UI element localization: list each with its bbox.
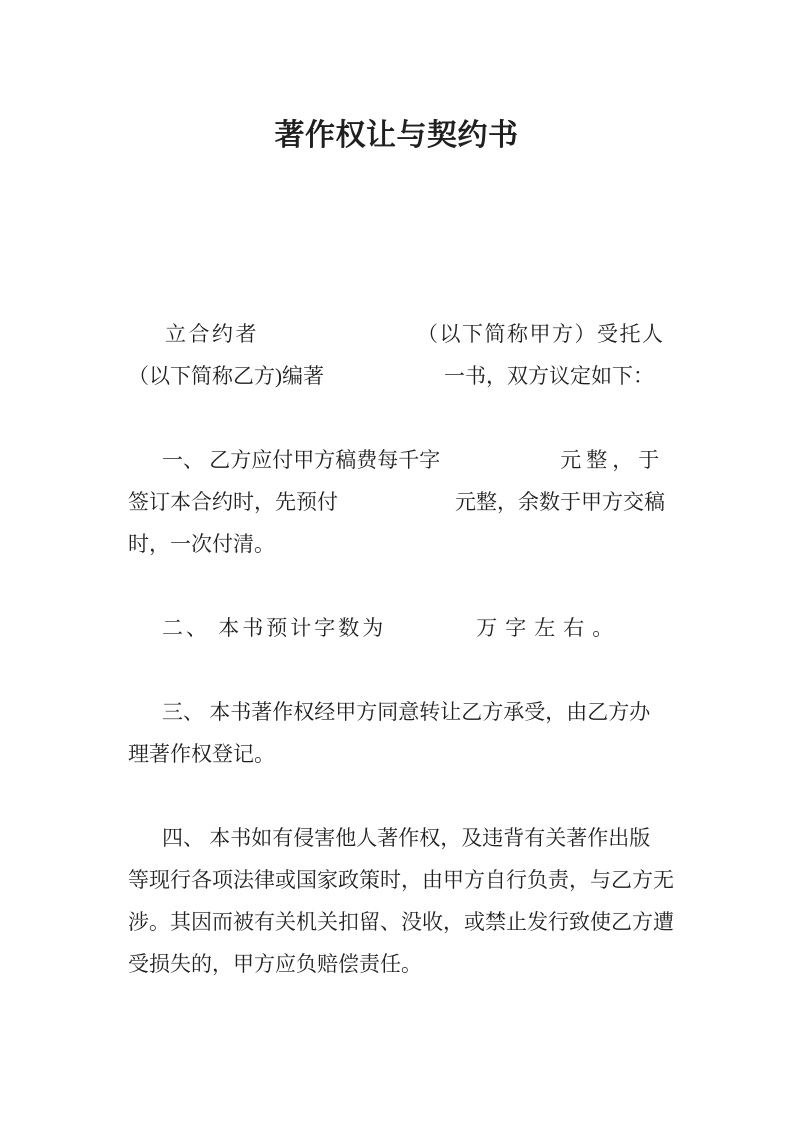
text-line bbox=[128, 733, 669, 775]
text-segment: 涉。其因而被有关机关扣留、没收，或禁止发行致使乙方遭 bbox=[128, 910, 674, 934]
text-segment: 元整，于 bbox=[560, 448, 665, 472]
contract-clause-clause-1 bbox=[128, 439, 669, 565]
contract-clause-preamble bbox=[128, 313, 669, 397]
document-title: 著作权让与契约书 bbox=[274, 119, 519, 152]
text-line bbox=[128, 439, 669, 481]
text-line bbox=[128, 355, 669, 397]
text-segment: 签订本合约时，先预付 bbox=[128, 490, 338, 514]
text-segment: 等现行各项法律或国家政策时，由甲方自行负责，与乙方无 bbox=[128, 868, 674, 892]
text-line bbox=[128, 859, 674, 901]
text-line bbox=[128, 817, 669, 859]
fill-in-blank bbox=[440, 465, 560, 467]
fill-in-blank bbox=[259, 339, 417, 341]
text-line bbox=[128, 523, 669, 565]
text-segment: 时，一次付清。 bbox=[128, 532, 275, 556]
text-segment: 一、 乙方应付甲方稿费每千字 bbox=[162, 448, 441, 472]
text-segment: （以下简称甲方）受托人 bbox=[417, 322, 665, 346]
text-segment: （以下简称乙方)编著 bbox=[128, 364, 324, 388]
text-segment: 元整，余数于甲方交稿 bbox=[455, 490, 665, 514]
fill-in-blank bbox=[338, 507, 455, 509]
text-segment: 二、 本书预计字数为 bbox=[162, 616, 387, 640]
contract-clause-clause-4 bbox=[128, 817, 674, 985]
text-line bbox=[128, 901, 674, 943]
text-line bbox=[128, 481, 669, 523]
text-segment: 理著作权登记。 bbox=[128, 742, 275, 766]
text-line bbox=[128, 607, 669, 649]
text-line bbox=[128, 313, 669, 355]
text-segment: 受损失的，甲方应负赔偿责任。 bbox=[128, 952, 422, 976]
document-body bbox=[128, 313, 674, 985]
text-line bbox=[128, 691, 669, 733]
contract-clause-clause-2 bbox=[128, 607, 669, 649]
text-segment: 一书，双方议定如下： bbox=[444, 364, 654, 388]
text-segment: 三、 本书著作权经甲方同意转让乙方承受，由乙方办 bbox=[162, 700, 651, 724]
fill-in-blank bbox=[386, 633, 476, 635]
fill-in-blank bbox=[324, 381, 444, 383]
text-segment: 万字左右。 bbox=[476, 616, 622, 640]
text-segment: 立合约者 bbox=[165, 322, 259, 346]
contract-clause-clause-3 bbox=[128, 691, 669, 775]
text-line bbox=[128, 943, 669, 985]
text-segment: 四、 本书如有侵害他人著作权，及违背有关著作出版 bbox=[162, 826, 651, 850]
